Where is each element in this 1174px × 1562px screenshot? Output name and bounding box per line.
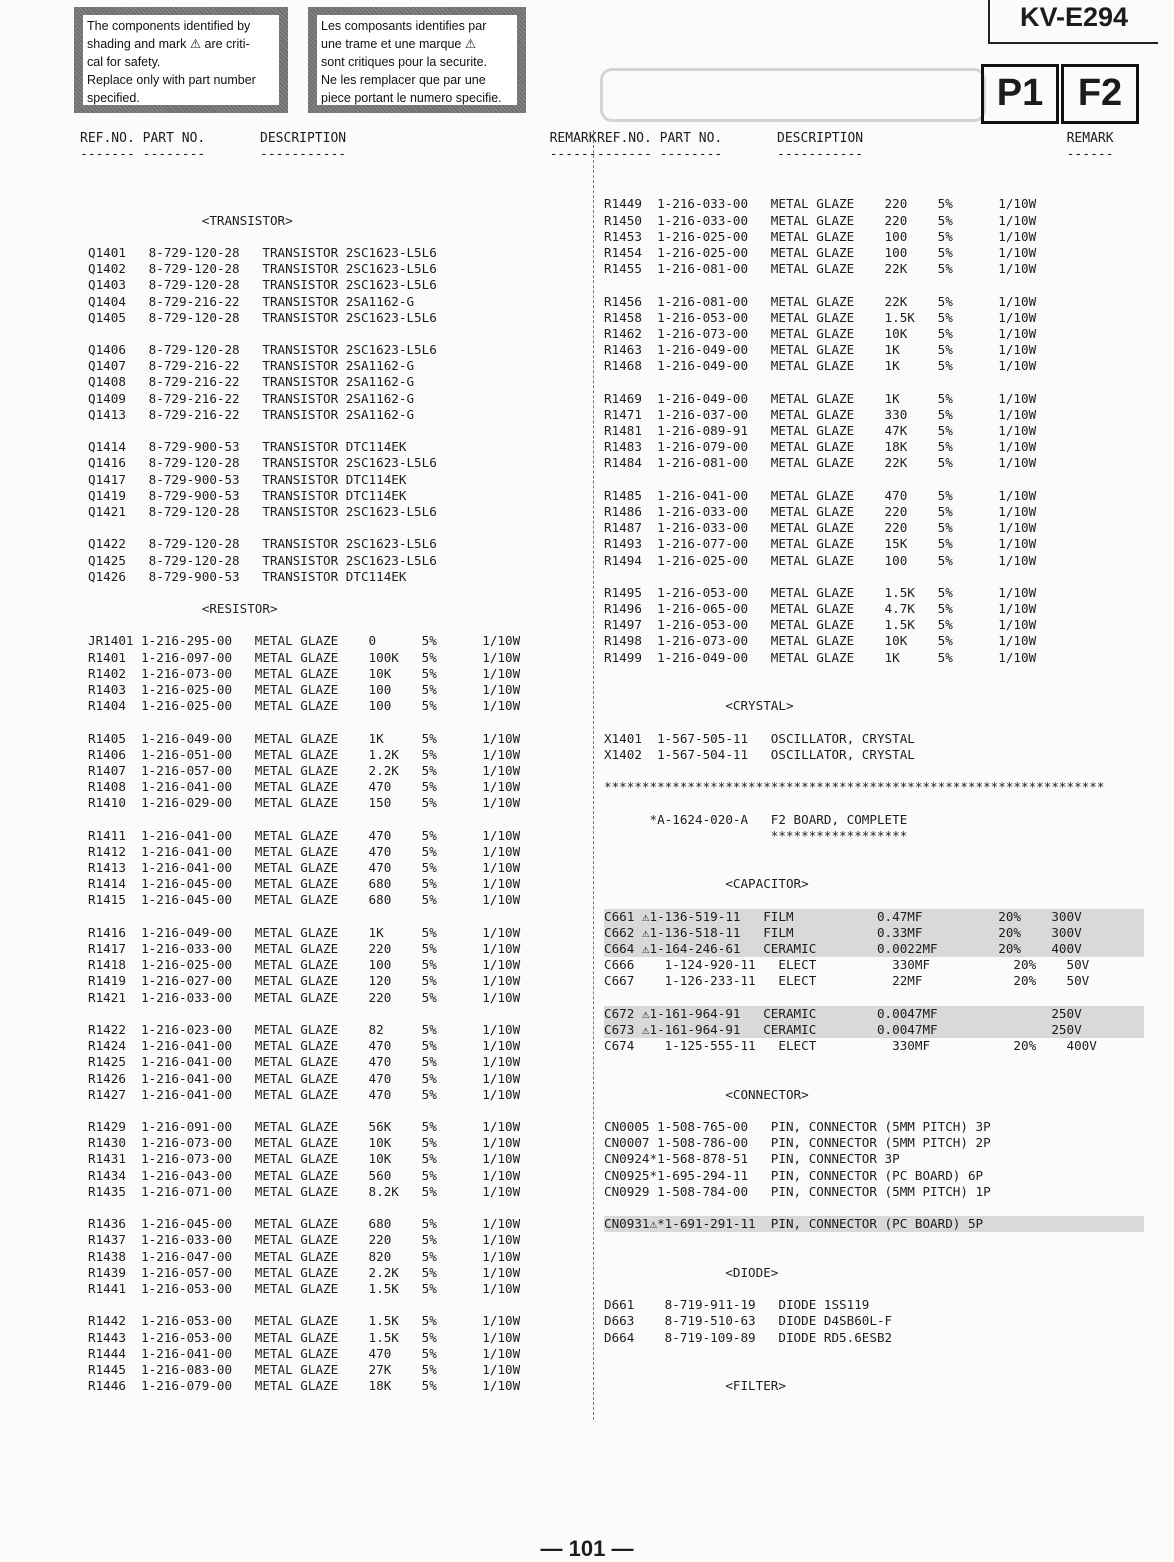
- part-row: C667 1-126-233-11 ELECT 22MF 20% 50V: [604, 973, 1090, 989]
- part-row: R1450 1-216-033-00 METAL GLAZE 220 5% 1/10W: [604, 212, 1037, 228]
- spacer: [604, 795, 1144, 811]
- part-row: R1456 1-216-081-00 METAL GLAZE 22K 5% 1/10W: [604, 293, 1037, 309]
- part-row: R1441 1-216-053-00 METAL GLAZE 1.5K 5% 1/10W: [88, 1280, 521, 1296]
- part-row: R1414 1-216-045-00 METAL GLAZE 680 5% 1/10W: [88, 876, 521, 892]
- part-row: R1446 1-216-079-00 METAL GLAZE 18K 5% 1/10W: [88, 1378, 521, 1394]
- part-row: Q1426 8-729-900-53 TRANSISTOR DTC114EK: [88, 568, 407, 584]
- part-row: R1485 1-216-041-00 METAL GLAZE 470 5% 1/10W: [604, 487, 1037, 503]
- spacer: [88, 180, 588, 196]
- part-row: Q1416 8-729-120-28 TRANSISTOR 2SC1623-L5L6: [88, 455, 437, 471]
- part-row: R1406 1-216-051-00 METAL GLAZE 1.2K 5% 1/10W: [88, 746, 521, 762]
- part-row: *A-1624-020-A F2 BOARD, COMPLETE: [604, 811, 908, 827]
- spacer: [604, 1054, 1144, 1070]
- part-row: R1445 1-216-083-00 METAL GLAZE 27K 5% 1/10W: [88, 1361, 521, 1377]
- part-row: R1403 1-216-025-00 METAL GLAZE 100 5% 1/10W: [88, 682, 521, 697]
- part-row: Q1407 8-729-216-22 TRANSISTOR 2SA1162-G: [88, 358, 415, 374]
- part-row: R1426 1-216-041-00 METAL GLAZE 470 5% 1/10W: [88, 1070, 521, 1086]
- part-row: R1462 1-216-073-00 METAL GLAZE 10K 5% 1/10W: [604, 325, 1037, 341]
- spacer: [604, 1103, 1144, 1119]
- part-row: Q1403 8-729-120-28 TRANSISTOR 2SC1623-L5L6: [88, 277, 437, 293]
- part-row: Q1406 8-729-120-28 TRANSISTOR 2SC1623-L5L6: [88, 342, 437, 358]
- part-row: Q1404 8-729-216-22 TRANSISTOR 2SA1162-G: [88, 293, 415, 309]
- safety-notice-french-text: Les composants identifies par une trame et une marque ⚠ sont critiques pour la securite. Ne les remplacer que par une piece portant le numero specifie.: [317, 15, 517, 105]
- part-row: C674 1-125-555-11 ELECT 330MF 20% 400V: [604, 1038, 1097, 1054]
- part-row: R1484 1-216-081-00 METAL GLAZE 22K 5% 1/10W: [604, 455, 1037, 471]
- part-row: R1425 1-216-041-00 METAL GLAZE 470 5% 1/10W: [88, 1054, 521, 1070]
- parts-list-left: [88, 164, 588, 1394]
- part-row: D664 8-719-109-89 DIODE RD5.6ESB2: [604, 1329, 893, 1345]
- part-row: R1416 1-216-049-00 METAL GLAZE 1K 5% 1/10W: [88, 924, 521, 940]
- spacer: [88, 520, 588, 536]
- part-row: R1431 1-216-073-00 METAL GLAZE 10K 5% 1/10W: [88, 1151, 521, 1167]
- part-row: D661 8-719-911-19 DIODE 1SS119: [604, 1297, 870, 1313]
- safety-critical-part-row: C662 ⚠1-136-518-11 FILM 0.33MF 20% 300V: [604, 925, 1144, 941]
- part-row: R1413 1-216-041-00 METAL GLAZE 470 5% 1/10W: [88, 860, 521, 876]
- section-heading: <TRANSISTOR>: [88, 212, 293, 228]
- part-row: X1402 1-567-504-11 OSCILLATOR, CRYSTAL: [604, 746, 915, 762]
- part-row: CN0007 1-508-786-00 PIN, CONNECTOR (5MM PITCH) 2P: [604, 1135, 991, 1151]
- part-row: R1417 1-216-033-00 METAL GLAZE 220 5% 1/10W: [88, 941, 521, 956]
- spacer: [604, 277, 1144, 293]
- spacer: [88, 812, 588, 828]
- section-heading: <CAPACITOR>: [604, 876, 809, 892]
- part-row: R1496 1-216-065-00 METAL GLAZE 4.7K 5% 1/10W: [604, 601, 1037, 617]
- part-row: C666 1-124-920-11 ELECT 330MF 20% 50V: [604, 957, 1090, 973]
- part-row: R1407 1-216-057-00 METAL GLAZE 2.2K 5% 1/10W: [88, 762, 521, 778]
- spacer: [604, 1071, 1144, 1087]
- part-row: R1487 1-216-033-00 METAL GLAZE 220 5% 1/10W: [604, 520, 1037, 536]
- safety-critical-part-row: C673 ⚠1-161-964-91 CERAMIC 0.0047MF 250V: [604, 1022, 1144, 1038]
- spacer: [88, 1297, 588, 1313]
- spacer: [88, 1006, 588, 1022]
- part-row: CN0924*1-568-878-51 PIN, CONNECTOR 3P: [604, 1151, 900, 1167]
- part-row: JR1401 1-216-295-00 METAL GLAZE 0 5% 1/10W: [88, 633, 521, 649]
- part-row: R1499 1-216-049-00 METAL GLAZE 1K 5% 1/10W: [604, 649, 1037, 665]
- part-row: X1401 1-567-505-11 OSCILLATOR, CRYSTAL: [604, 730, 915, 746]
- spacer: [604, 164, 1144, 180]
- part-row: R1415 1-216-045-00 METAL GLAZE 680 5% 1/10W: [88, 892, 521, 908]
- part-row: R1408 1-216-041-00 METAL GLAZE 470 5% 1/10W: [88, 779, 521, 795]
- part-row: Q1413 8-729-216-22 TRANSISTOR 2SA1162-G: [88, 406, 415, 422]
- spacer: [88, 229, 588, 245]
- part-row: Q1405 8-729-120-28 TRANSISTOR 2SC1623-L5L6: [88, 309, 437, 325]
- part-row: Q1402 8-729-120-28 TRANSISTOR 2SC1623-L5L6: [88, 261, 437, 277]
- part-row: D663 8-719-510-63 DIODE D4SB60L-F: [604, 1313, 893, 1329]
- part-row: R1438 1-216-047-00 METAL GLAZE 820 5% 1/10W: [88, 1248, 521, 1264]
- board-label-f2: F2: [1061, 64, 1139, 124]
- safety-notice-english-text: The components identified by shading and mark ⚠ are criti- cal for safety. Replace only with part number specified.: [83, 15, 279, 105]
- spacer: [604, 1281, 1144, 1297]
- part-row: R1483 1-216-079-00 METAL GLAZE 18K 5% 1/10W: [604, 439, 1037, 455]
- part-row: R1495 1-216-053-00 METAL GLAZE 1.5K 5% 1/10W: [604, 584, 1037, 600]
- spacer: [604, 682, 1144, 698]
- part-row: R1468 1-216-049-00 METAL GLAZE 1K 5% 1/10W: [604, 358, 1037, 374]
- section-heading: <FILTER>: [604, 1378, 786, 1394]
- part-row: R1439 1-216-057-00 METAL GLAZE 2.2K 5% 1/10W: [88, 1264, 521, 1280]
- part-row: R1411 1-216-041-00 METAL GLAZE 470 5% 1/10W: [88, 827, 521, 843]
- part-row: R1498 1-216-073-00 METAL GLAZE 10K 5% 1/10W: [604, 633, 1037, 649]
- spacer: [604, 990, 1144, 1006]
- part-row: R1405 1-216-049-00 METAL GLAZE 1K 5% 1/10W: [88, 730, 521, 746]
- part-row: R1497 1-216-053-00 METAL GLAZE 1.5K 5% 1/10W: [604, 617, 1037, 633]
- spacer: [88, 1103, 588, 1119]
- section-heading: <RESISTOR>: [88, 601, 278, 617]
- spacer: [88, 423, 588, 439]
- spacer: [88, 1200, 588, 1216]
- part-row: R1421 1-216-033-00 METAL GLAZE 220 5% 1/10W: [88, 989, 521, 1005]
- part-row: CN0925*1-695-294-11 PIN, CONNECTOR (PC BOARD) 6P: [604, 1167, 984, 1183]
- section-heading: <DIODE>: [604, 1264, 779, 1280]
- spacer: [604, 1346, 1144, 1362]
- part-row: R1471 1-216-037-00 METAL GLAZE 330 5% 1/10W: [604, 406, 1037, 422]
- spacer: [604, 844, 1144, 860]
- spacer: [604, 1232, 1144, 1248]
- part-row: Q1421 8-729-120-28 TRANSISTOR 2SC1623-L5L6: [88, 503, 437, 519]
- part-row: R1404 1-216-025-00 METAL GLAZE 100 5% 1/10W: [88, 698, 521, 714]
- part-row: R1402 1-216-073-00 METAL GLAZE 10K 5% 1/10W: [88, 665, 521, 681]
- spacer: [88, 585, 588, 601]
- part-row: R1410 1-216-029-00 METAL GLAZE 150 5% 1/10W: [88, 795, 521, 811]
- part-row: R1455 1-216-081-00 METAL GLAZE 22K 5% 1/10W: [604, 261, 1037, 277]
- spacer: [604, 763, 1144, 779]
- spacer: [88, 617, 588, 633]
- spacer: [88, 196, 588, 212]
- part-row: ******************************************************************: [604, 779, 1105, 795]
- part-row: R1449 1-216-033-00 METAL GLAZE 220 5% 1/10W: [604, 196, 1037, 212]
- part-row: CN0005 1-508-765-00 PIN, CONNECTOR (5MM PITCH) 3P: [604, 1119, 991, 1135]
- part-row: R1401 1-216-097-00 METAL GLAZE 100K 5% 1/10W: [88, 649, 521, 665]
- spacer: [88, 714, 588, 730]
- part-row: R1412 1-216-041-00 METAL GLAZE 470 5% 1/10W: [88, 843, 521, 859]
- part-row: Q1417 8-729-900-53 TRANSISTOR DTC114EK: [88, 471, 407, 487]
- part-row: R1424 1-216-041-00 METAL GLAZE 470 5% 1/10W: [88, 1038, 521, 1054]
- safety-critical-part-row: C664 ⚠1-164-246-61 CERAMIC 0.0022MF 20% 400V: [604, 941, 1144, 957]
- part-row: R1437 1-216-033-00 METAL GLAZE 220 5% 1/10W: [88, 1232, 521, 1248]
- column-header-left: REF.NO. PART NO. DESCRIPTION REMARK ------- -------- ----------- ------: [80, 131, 597, 162]
- part-row: R1422 1-216-023-00 METAL GLAZE 82 5% 1/10W: [88, 1021, 521, 1037]
- part-row: R1463 1-216-049-00 METAL GLAZE 1K 5% 1/10W: [604, 342, 1037, 358]
- part-row: R1481 1-216-089-91 METAL GLAZE 47K 5% 1/10W: [604, 423, 1037, 438]
- part-row: R1418 1-216-025-00 METAL GLAZE 100 5% 1/10W: [88, 957, 521, 973]
- spacer: [604, 860, 1144, 876]
- part-row: Q1422 8-729-120-28 TRANSISTOR 2SC1623-L5L6: [88, 536, 437, 552]
- spacer: [604, 569, 1144, 585]
- column-divider: [593, 130, 594, 1420]
- spacer: [604, 1200, 1144, 1216]
- part-row: R1493 1-216-077-00 METAL GLAZE 15K 5% 1/10W: [604, 536, 1037, 552]
- safety-notice-english: [74, 7, 288, 113]
- part-row: R1434 1-216-043-00 METAL GLAZE 560 5% 1/10W: [88, 1167, 521, 1183]
- spacer: [88, 164, 588, 180]
- part-row: R1454 1-216-025-00 METAL GLAZE 100 5% 1/10W: [604, 244, 1037, 260]
- part-row: R1443 1-216-053-00 METAL GLAZE 1.5K 5% 1/10W: [88, 1329, 521, 1345]
- spacer: [604, 1362, 1144, 1378]
- parts-list-right: [604, 164, 1144, 1394]
- safety-critical-part-row: C672 ⚠1-161-964-91 CERAMIC 0.0047MF 250V: [604, 1006, 1144, 1022]
- part-row: R1494 1-216-025-00 METAL GLAZE 100 5% 1/10W: [604, 552, 1037, 568]
- part-row: R1436 1-216-045-00 METAL GLAZE 680 5% 1/10W: [88, 1216, 521, 1232]
- page-number: — 101 —: [540, 1536, 634, 1561]
- part-row: Q1408 8-729-216-22 TRANSISTOR 2SA1162-G: [88, 374, 415, 390]
- section-heading: <CRYSTAL>: [604, 698, 794, 714]
- part-row: R1486 1-216-033-00 METAL GLAZE 220 5% 1/10W: [604, 503, 1037, 519]
- model-number: KV-E294: [988, 0, 1158, 44]
- spacer: [604, 666, 1144, 682]
- part-row: R1427 1-216-041-00 METAL GLAZE 470 5% 1/10W: [88, 1086, 521, 1102]
- part-row: R1430 1-216-073-00 METAL GLAZE 10K 5% 1/10W: [88, 1135, 521, 1151]
- spacer: [604, 374, 1144, 390]
- safety-critical-part-row: CN0931⚠*1-691-291-11 PIN, CONNECTOR (PC BOARD) 5P: [604, 1216, 1144, 1232]
- spacer: [88, 326, 588, 342]
- part-row: Q1414 8-729-900-53 TRANSISTOR DTC114EK: [88, 439, 407, 455]
- column-header-right: REF.NO. PART NO. DESCRIPTION REMARK ------- -------- ----------- ------: [597, 131, 1114, 162]
- spacer: [604, 892, 1144, 908]
- part-row: R1442 1-216-053-00 METAL GLAZE 1.5K 5% 1/10W: [88, 1313, 521, 1329]
- section-heading: <CONNECTOR>: [604, 1086, 809, 1102]
- part-row: R1419 1-216-027-00 METAL GLAZE 120 5% 1/10W: [88, 973, 521, 989]
- part-row: CN0929 1-508-784-00 PIN, CONNECTOR (5MM PITCH) 1P: [604, 1183, 991, 1199]
- part-row: Q1409 8-729-216-22 TRANSISTOR 2SA1162-G: [88, 390, 415, 406]
- board-label-p1: P1: [981, 64, 1059, 124]
- part-row: Q1425 8-729-120-28 TRANSISTOR 2SC1623-L5L6: [88, 552, 437, 568]
- part-row: R1429 1-216-091-00 METAL GLAZE 56K 5% 1/10W: [88, 1119, 521, 1135]
- part-row: R1444 1-216-041-00 METAL GLAZE 470 5% 1/10W: [88, 1345, 521, 1361]
- spacer: [604, 1249, 1144, 1265]
- spacer: [604, 180, 1144, 196]
- spacer: [604, 714, 1144, 730]
- part-row: Q1401 8-729-120-28 TRANSISTOR 2SC1623-L5L6: [88, 244, 437, 260]
- part-row: R1458 1-216-053-00 METAL GLAZE 1.5K 5% 1/10W: [604, 309, 1037, 325]
- part-row: R1453 1-216-025-00 METAL GLAZE 100 5% 1/10W: [604, 228, 1037, 244]
- part-row: R1469 1-216-049-00 METAL GLAZE 1K 5% 1/10W: [604, 390, 1037, 406]
- part-row: R1435 1-216-071-00 METAL GLAZE 8.2K 5% 1/10W: [88, 1183, 521, 1199]
- safety-notice-french: [308, 7, 526, 113]
- part-row: ******************: [604, 827, 908, 843]
- safety-critical-part-row: C661 ⚠1-136-519-11 FILM 0.47MF 20% 300V: [604, 909, 1144, 925]
- spacer: [88, 909, 588, 925]
- spacer: [604, 472, 1144, 488]
- bleed-through-mark: [600, 68, 986, 122]
- part-row: Q1419 8-729-900-53 TRANSISTOR DTC114EK: [88, 487, 407, 503]
